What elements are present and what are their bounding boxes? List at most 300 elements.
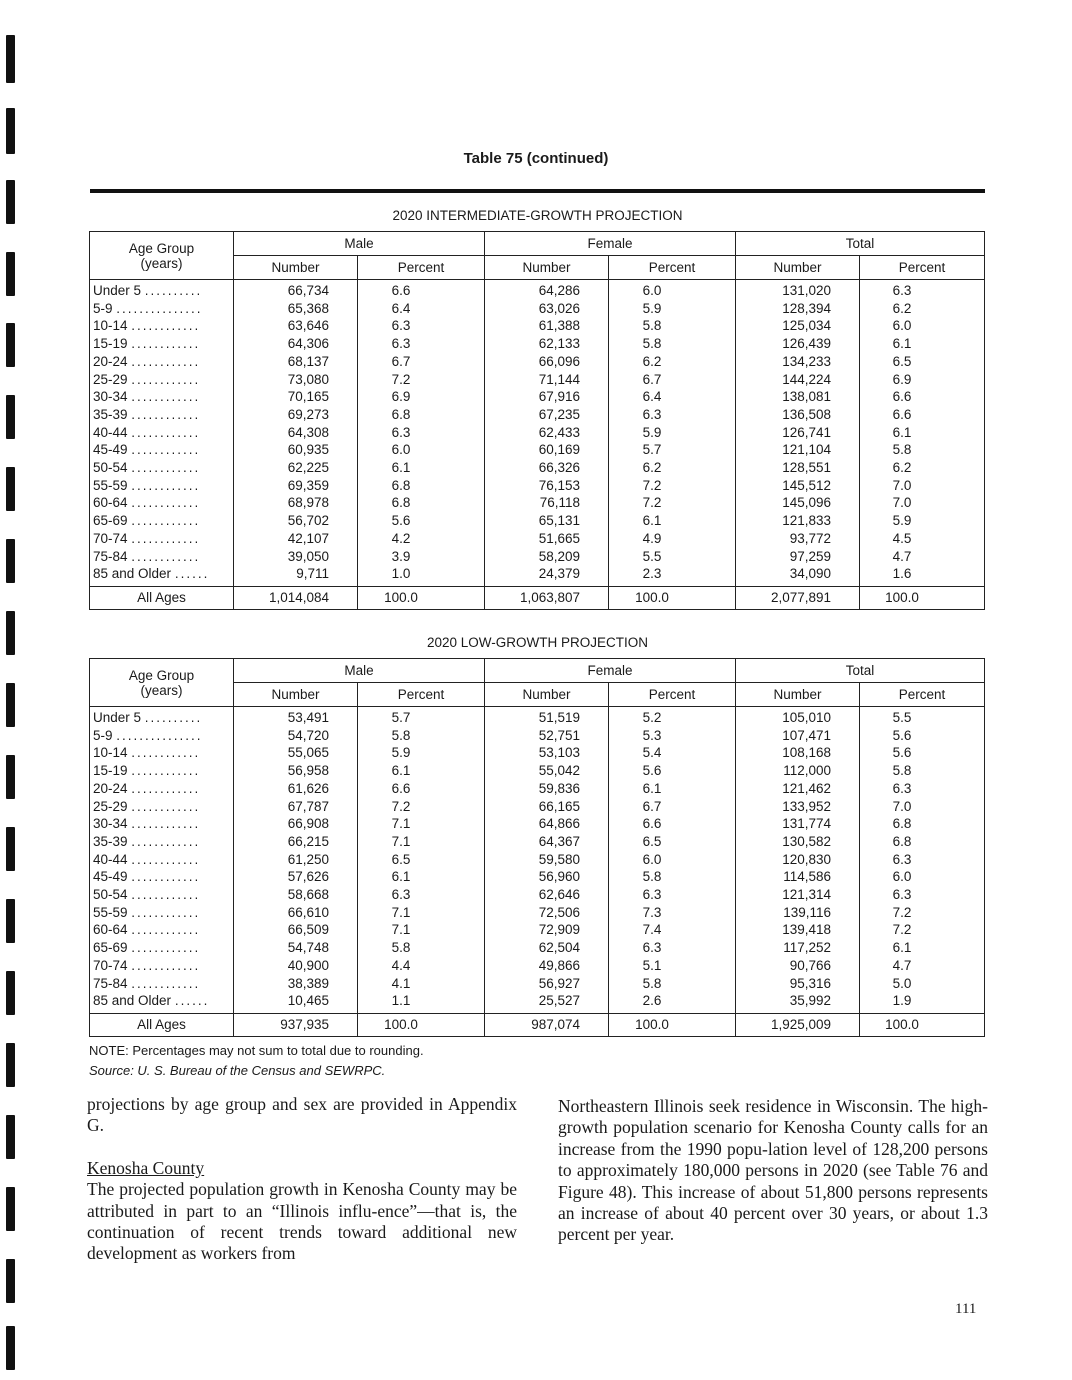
male-number-cell: 67,787 [234, 798, 358, 816]
total-number-cell: 125,034 [736, 317, 860, 335]
female-percent-cell: 5.8 [609, 335, 736, 353]
female-number-cell: 56,960 [485, 868, 609, 886]
age-group-cell [90, 512, 234, 530]
male-percent-cell: 5.8 [358, 727, 485, 745]
age-group-text: 45-49 [93, 869, 128, 885]
binder-mark [6, 683, 15, 727]
age-group-cell [90, 939, 234, 957]
table-row [90, 727, 985, 745]
leader-dots: ............ [131, 353, 201, 369]
leader-dots: ............ [131, 922, 201, 938]
male-number-cell: 66,610 [234, 904, 358, 922]
male-percent-cell: 6.3 [358, 335, 485, 353]
total-percent-cell: 4.7 [860, 957, 985, 975]
male-number-cell: 73,080 [234, 371, 358, 389]
binder-mark [6, 395, 15, 439]
female-number-cell: 62,133 [485, 335, 609, 353]
binder-mark [6, 1187, 15, 1231]
table-row [90, 300, 985, 318]
female-percent-cell: 6.0 [609, 280, 736, 300]
table-row [90, 512, 985, 530]
leader-dots: ............ [131, 869, 201, 885]
total-percent-cell: 7.2 [860, 921, 985, 939]
male-percent-cell: 6.3 [358, 886, 485, 904]
total-percent-cell: 5.8 [860, 441, 985, 459]
total-percent-cell: 5.8 [860, 762, 985, 780]
all-ages-label: All Ages [90, 586, 234, 609]
total-percent-cell: 6.2 [860, 459, 985, 477]
leader-dots: ............ [131, 798, 201, 814]
female-percent-cell: 5.2 [609, 707, 736, 727]
female-percent-cell: 6.1 [609, 512, 736, 530]
leader-dots: ............ [131, 904, 201, 920]
male-percent-cell: 6.8 [358, 477, 485, 495]
age-group-cell [90, 727, 234, 745]
leader-dots: ............ [131, 460, 201, 476]
age-group-header [90, 232, 234, 280]
male-number-cell: 53,491 [234, 707, 358, 727]
leader-dots: ............ [131, 780, 201, 796]
age-group-text: 15-19 [93, 336, 128, 352]
male-percent-cell: 5.8 [358, 939, 485, 957]
male-percent-total: 100.0 [358, 586, 485, 609]
age-group-text: 50-54 [93, 460, 128, 476]
female-percent-cell: 6.3 [609, 406, 736, 424]
male-number-cell: 54,720 [234, 727, 358, 745]
age-group-text: 5-9 [93, 300, 113, 316]
age-group-text: 75-84 [93, 548, 128, 564]
female-number-cell: 72,506 [485, 904, 609, 922]
title-rule [90, 189, 985, 193]
binder-mark [6, 971, 15, 1015]
male-number-cell: 70,165 [234, 388, 358, 406]
total-number-cell: 128,551 [736, 459, 860, 477]
male-number-cell: 66,734 [234, 280, 358, 300]
total-percent-cell: 1.6 [860, 565, 985, 586]
total-number-cell: 145,512 [736, 477, 860, 495]
male-header: Male [234, 232, 485, 256]
age-group-cell [90, 388, 234, 406]
age-group-cell [90, 317, 234, 335]
female-number-cell: 59,580 [485, 851, 609, 869]
body-paragraph: The projected population growth in Kenosha County may be attributed in part to an “Illinois influ-ence”—that is, the continuation of recent trends toward additional new development as workers from [87, 1179, 517, 1264]
total-header: Total [736, 659, 985, 683]
female-number-cell: 66,096 [485, 353, 609, 371]
total-percent-cell: 6.3 [860, 280, 985, 300]
binder-mark [6, 611, 15, 655]
total-number-total: 1,925,009 [736, 1013, 860, 1036]
total-percent-cell: 6.0 [860, 317, 985, 335]
male-percent-cell: 6.7 [358, 353, 485, 371]
age-group-cell [90, 744, 234, 762]
male-percent-cell: 7.1 [358, 921, 485, 939]
female-percent-cell: 6.7 [609, 371, 736, 389]
total-number-cell: 121,314 [736, 886, 860, 904]
male-percent-header: Percent [358, 256, 485, 280]
age-group-text: Under 5 [93, 283, 142, 298]
total-percent-cell: 6.1 [860, 335, 985, 353]
female-percent-cell: 5.4 [609, 744, 736, 762]
total-number-cell: 144,224 [736, 371, 860, 389]
binder-mark [6, 35, 15, 83]
age-group-cell [90, 494, 234, 512]
total-number-cell: 139,116 [736, 904, 860, 922]
table-body [90, 280, 985, 587]
age-group-text: 20-24 [93, 780, 128, 796]
age-group-text: 15-19 [93, 763, 128, 779]
female-percent-cell: 6.3 [609, 939, 736, 957]
all-ages-label: All Ages [90, 1013, 234, 1036]
female-number-cell: 55,042 [485, 762, 609, 780]
male-percent-cell: 1.1 [358, 992, 485, 1013]
male-number-cell: 66,908 [234, 815, 358, 833]
table-row [90, 921, 985, 939]
female-percent-cell: 5.6 [609, 762, 736, 780]
leader-dots: ............ [131, 851, 201, 867]
female-percent-cell: 5.1 [609, 957, 736, 975]
age-group-text: 5-9 [93, 727, 113, 743]
total-percent-cell: 5.6 [860, 727, 985, 745]
male-percent-cell: 6.5 [358, 851, 485, 869]
binder-mark [6, 180, 15, 224]
male-percent-total: 100.0 [358, 1013, 485, 1036]
male-number-cell: 42,107 [234, 530, 358, 548]
total-percent-total: 100.0 [860, 1013, 985, 1036]
female-number-cell: 62,433 [485, 424, 609, 442]
male-percent-cell: 4.1 [358, 975, 485, 993]
age-group-text: 25-29 [93, 798, 128, 814]
female-percent-cell: 6.4 [609, 388, 736, 406]
total-number-cell: 97,259 [736, 548, 860, 566]
binder-mark [6, 899, 15, 943]
female-number-cell: 52,751 [485, 727, 609, 745]
total-percent-cell: 6.6 [860, 406, 985, 424]
age-group-label: Age Group [128, 667, 195, 683]
leader-dots: ............ [131, 745, 201, 761]
total-percent-total: 100.0 [860, 586, 985, 609]
total-percent-cell: 5.9 [860, 512, 985, 530]
table-row [90, 975, 985, 993]
total-percent-cell: 7.0 [860, 798, 985, 816]
age-group-unit: (years) [140, 255, 183, 271]
female-percent-cell: 2.3 [609, 565, 736, 586]
total-number-total: 2,077,891 [736, 586, 860, 609]
female-number-cell: 66,326 [485, 459, 609, 477]
female-number-cell: 64,367 [485, 833, 609, 851]
leader-dots: ............... [116, 727, 203, 743]
binder-mark [6, 1115, 15, 1159]
total-percent-cell: 6.3 [860, 851, 985, 869]
female-number-cell: 59,836 [485, 780, 609, 798]
female-number-cell: 62,646 [485, 886, 609, 904]
section-title-low: 2020 LOW-GROWTH PROJECTION [426, 635, 649, 650]
female-percent-cell: 5.9 [609, 300, 736, 318]
leader-dots: ............ [131, 495, 201, 511]
female-number-cell: 66,165 [485, 798, 609, 816]
leader-dots: ............ [131, 816, 201, 832]
male-number-cell: 69,273 [234, 406, 358, 424]
male-number-cell: 62,225 [234, 459, 358, 477]
age-group-cell [90, 280, 234, 300]
female-number-cell: 76,153 [485, 477, 609, 495]
page-number: 111 [955, 1301, 977, 1317]
table-row [90, 353, 985, 371]
female-number-cell: 56,927 [485, 975, 609, 993]
female-number-header: Number [485, 683, 609, 707]
total-percent-cell: 6.6 [860, 388, 985, 406]
female-number-cell: 51,665 [485, 530, 609, 548]
age-group-text: 65-69 [93, 513, 128, 529]
total-number-cell: 90,766 [736, 957, 860, 975]
total-number-cell: 121,104 [736, 441, 860, 459]
total-number-cell: 95,316 [736, 975, 860, 993]
total-number-cell: 145,096 [736, 494, 860, 512]
leader-dots: ............ [131, 336, 201, 352]
age-group-cell [90, 530, 234, 548]
male-percent-cell: 4.4 [358, 957, 485, 975]
age-group-cell [90, 565, 234, 586]
leader-dots: ............ [131, 763, 201, 779]
age-group-text: 10-14 [93, 745, 128, 761]
leader-dots: ............ [131, 424, 201, 440]
age-group-cell [90, 957, 234, 975]
male-number-header: Number [234, 683, 358, 707]
table-row [90, 406, 985, 424]
age-group-unit: (years) [140, 682, 183, 698]
age-group-text: 30-34 [93, 389, 128, 405]
leader-dots: ...... [174, 566, 210, 582]
leader-dots: ............ [131, 887, 201, 903]
total-number-cell: 112,000 [736, 762, 860, 780]
female-percent-cell: 7.3 [609, 904, 736, 922]
total-percent-cell: 6.8 [860, 833, 985, 851]
total-number-cell: 133,952 [736, 798, 860, 816]
female-number-cell: 53,103 [485, 744, 609, 762]
male-percent-cell: 6.8 [358, 494, 485, 512]
female-percent-header: Percent [609, 256, 736, 280]
total-number-cell: 108,168 [736, 744, 860, 762]
age-group-cell [90, 975, 234, 993]
male-percent-cell: 6.3 [358, 424, 485, 442]
male-percent-cell: 6.4 [358, 300, 485, 318]
male-number-cell: 9,711 [234, 565, 358, 586]
age-group-text: 50-54 [93, 887, 128, 903]
male-percent-cell: 5.7 [358, 707, 485, 727]
female-percent-cell: 5.5 [609, 548, 736, 566]
binder-mark [6, 108, 15, 154]
male-number-cell: 10,465 [234, 992, 358, 1013]
female-number-cell: 25,527 [485, 992, 609, 1013]
age-group-cell [90, 815, 234, 833]
male-number-cell: 66,509 [234, 921, 358, 939]
male-percent-header: Percent [358, 683, 485, 707]
female-number-cell: 67,235 [485, 406, 609, 424]
female-number-cell: 65,131 [485, 512, 609, 530]
total-number-cell: 138,081 [736, 388, 860, 406]
total-number-cell: 139,418 [736, 921, 860, 939]
table-row [90, 868, 985, 886]
total-percent-cell: 6.9 [860, 371, 985, 389]
binder-mark [6, 755, 15, 799]
table-row [90, 707, 985, 727]
body-paragraph: Northeastern Illinois seek residence in Wisconsin. The high-growth population scenario for Kenosha County calls for an increase from the 1990 popu-lation level of 128,200 persons to approximately 180,000 persons in 2020 (see Table 76 and Figure 48). This increase of about 51,800 persons represents an increase of about 40 percent over 30 years, or about 1.3 percent per year. [558, 1096, 988, 1245]
table-row [90, 957, 985, 975]
male-number-cell: 68,137 [234, 353, 358, 371]
female-percent-cell: 6.2 [609, 353, 736, 371]
total-percent-cell: 7.0 [860, 477, 985, 495]
table-row [90, 317, 985, 335]
total-number-cell: 126,439 [736, 335, 860, 353]
age-group-cell [90, 335, 234, 353]
male-percent-cell: 6.8 [358, 406, 485, 424]
total-percent-cell: 1.9 [860, 992, 985, 1013]
male-number-cell: 65,368 [234, 300, 358, 318]
table-row [90, 280, 985, 300]
female-number-cell: 49,866 [485, 957, 609, 975]
total-percent-cell: 5.6 [860, 744, 985, 762]
female-number-cell: 24,379 [485, 565, 609, 586]
female-percent-cell: 6.0 [609, 851, 736, 869]
table-row [90, 939, 985, 957]
male-number-cell: 64,308 [234, 424, 358, 442]
female-percent-cell: 5.8 [609, 868, 736, 886]
age-group-cell [90, 798, 234, 816]
male-percent-cell: 6.1 [358, 762, 485, 780]
total-number-cell: 136,508 [736, 406, 860, 424]
age-group-cell [90, 868, 234, 886]
table-row [90, 494, 985, 512]
male-header: Male [234, 659, 485, 683]
total-percent-cell: 6.8 [860, 815, 985, 833]
age-group-text: 30-34 [93, 816, 128, 832]
table-row [90, 477, 985, 495]
table-row [90, 548, 985, 566]
male-number-header: Number [234, 256, 358, 280]
total-percent-header: Percent [860, 256, 985, 280]
age-group-cell [90, 459, 234, 477]
age-group-text: 20-24 [93, 353, 128, 369]
male-percent-cell: 5.9 [358, 744, 485, 762]
male-percent-cell: 1.0 [358, 565, 485, 586]
total-number-cell: 134,233 [736, 353, 860, 371]
female-header: Female [485, 232, 736, 256]
table-row [90, 886, 985, 904]
female-percent-cell: 6.6 [609, 815, 736, 833]
total-percent-cell: 7.0 [860, 494, 985, 512]
female-percent-cell: 5.7 [609, 441, 736, 459]
male-percent-cell: 7.2 [358, 798, 485, 816]
age-group-cell [90, 904, 234, 922]
leader-dots: ...... [174, 993, 210, 1009]
age-group-cell [90, 371, 234, 389]
total-number-header: Number [736, 683, 860, 707]
total-number-cell: 35,992 [736, 992, 860, 1013]
male-number-cell: 61,626 [234, 780, 358, 798]
all-ages-row [90, 1013, 985, 1036]
female-header: Female [485, 659, 736, 683]
table-row [90, 424, 985, 442]
male-percent-cell: 6.9 [358, 388, 485, 406]
total-number-cell: 131,020 [736, 280, 860, 300]
age-group-text: 40-44 [93, 424, 128, 440]
age-group-cell [90, 780, 234, 798]
age-group-cell [90, 921, 234, 939]
male-number-cell: 56,702 [234, 512, 358, 530]
female-percent-cell: 5.9 [609, 424, 736, 442]
total-number-cell: 126,741 [736, 424, 860, 442]
female-percent-total: 100.0 [609, 1013, 736, 1036]
left-text-column [87, 1094, 517, 1265]
total-number-cell: 121,833 [736, 512, 860, 530]
binder-mark [6, 467, 15, 511]
age-group-text: 70-74 [93, 957, 128, 973]
right-text-column [558, 1096, 988, 1246]
total-percent-cell: 6.0 [860, 868, 985, 886]
table-row [90, 744, 985, 762]
age-group-cell [90, 886, 234, 904]
female-number-cell: 67,916 [485, 388, 609, 406]
male-number-cell: 38,389 [234, 975, 358, 993]
female-percent-cell: 2.6 [609, 992, 736, 1013]
leader-dots: .......... [144, 710, 203, 725]
age-group-text: 85 and Older [93, 566, 172, 582]
male-number-cell: 64,306 [234, 335, 358, 353]
table-row [90, 762, 985, 780]
table-row [90, 833, 985, 851]
table-row [90, 371, 985, 389]
age-group-text: 25-29 [93, 371, 128, 387]
total-percent-cell: 5.0 [860, 975, 985, 993]
total-number-cell: 34,090 [736, 565, 860, 586]
binder-mark [6, 1326, 15, 1370]
low-growth-table [89, 658, 985, 1037]
male-percent-cell: 7.1 [358, 904, 485, 922]
female-number-cell: 72,909 [485, 921, 609, 939]
male-number-cell: 60,935 [234, 441, 358, 459]
leader-dots: ............ [131, 975, 201, 991]
male-percent-cell: 6.3 [358, 317, 485, 335]
male-percent-cell: 7.1 [358, 815, 485, 833]
total-percent-cell: 6.5 [860, 353, 985, 371]
male-number-cell: 66,215 [234, 833, 358, 851]
male-number-total: 1,014,084 [234, 586, 358, 609]
total-percent-cell: 6.3 [860, 886, 985, 904]
total-number-cell: 107,471 [736, 727, 860, 745]
table-row [90, 459, 985, 477]
female-percent-cell: 5.8 [609, 975, 736, 993]
table-row [90, 815, 985, 833]
binder-mark [6, 1259, 15, 1303]
total-number-header: Number [736, 256, 860, 280]
leader-dots: ............ [131, 406, 201, 422]
female-percent-header: Percent [609, 683, 736, 707]
total-header: Total [736, 232, 985, 256]
leader-dots: ............ [131, 940, 201, 956]
table-row [90, 904, 985, 922]
age-group-cell [90, 406, 234, 424]
female-number-cell: 62,504 [485, 939, 609, 957]
table-row [90, 565, 985, 586]
female-percent-cell: 4.9 [609, 530, 736, 548]
total-number-cell: 93,772 [736, 530, 860, 548]
table-row [90, 441, 985, 459]
total-percent-cell: 4.5 [860, 530, 985, 548]
female-number-cell: 60,169 [485, 441, 609, 459]
total-number-cell: 117,252 [736, 939, 860, 957]
female-percent-cell: 7.2 [609, 477, 736, 495]
male-number-cell: 39,050 [234, 548, 358, 566]
male-number-cell: 63,646 [234, 317, 358, 335]
